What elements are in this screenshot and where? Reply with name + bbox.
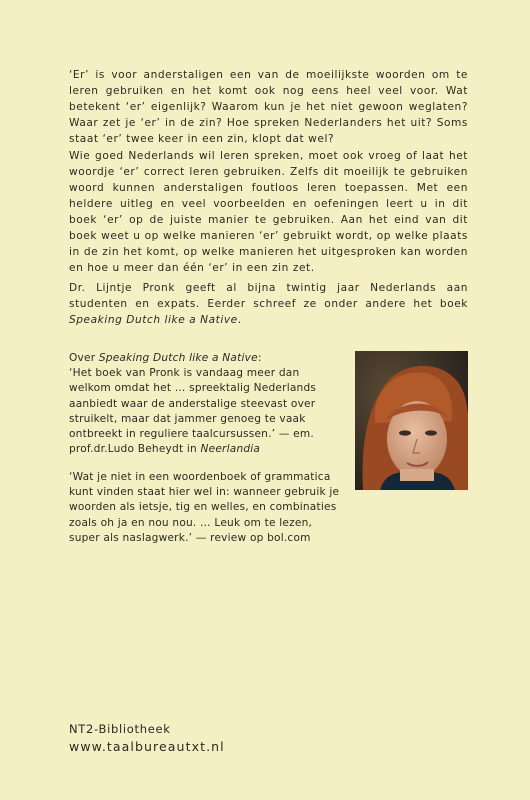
review-1-text: ‘Het boek van Pronk is vandaag meer dan welkom omdat het … spreektalig Nederlands aanbiedt waar de anderstalige steevast over struikelt, maar dat jammer genoeg te vaak ontbreekt in reguliere taalcursussen.’ — em. prof.dr.Ludo Beheydt in [69,367,317,456]
review-1-source: Neerlandia [200,443,261,456]
intro-paragraph-2: Wie goed Nederlands wil leren spreken, moet ook vroeg of laat het woordje ‘er’ correct leren gebruiken. Zelfs dit moeilijk te gebruiken woord kunnen anderstaligen foutloos leren toepassen. Met een heldere uitleg en veel voorbeelden en oefeningen leert u in dit boek ‘er’ op de juiste manier te gebruiken. Aan het eind van dit boek weet u op welke manieren ‘er’ gebruikt wordt, op welke plaats in de zin het komt, op welke manieren het uitgesproken kan worden en hoe u meer dan één ‘er’ in een zin zet. [69,150,468,274]
publisher-url: www.taalbureautxt.nl [69,739,225,754]
author-photo [355,351,468,490]
review-quote-1 [69,351,344,457]
intro-paragraph-1: ‘Er’ is voor anderstaligen een van de moeilijkste woorden om te leren gebruiken en het komt ook nog eens heel veel voor. Wat betekent ‘er’ eigenlijk? Waarom kun je het niet gewoon weglaten? Waar zet je ‘er’ in de zin? Hoe spreken Nederlanders het uit? Soms staat ‘er’ twee keer in een zin, klopt dat wel? [69,69,468,145]
author-bio-text: Dr. Lijntje Pronk geeft al bijna twintig jaar Nederlands aan studenten en expats. Eerder schreef ze onder andere het boek [69,282,468,310]
review-1-lead: Over [69,352,96,364]
review-1-colon: : [257,352,262,364]
author-bio-end: . [237,314,242,326]
series-name: NT2-Bibliotheek [69,722,171,736]
publisher-footer [69,720,225,756]
author-bio [69,280,468,328]
author-portrait-image [355,351,468,490]
previous-book-title: Speaking Dutch like a Native [69,314,238,326]
review-quote-2: ‘Wat je niet in een woordenboek of grammatica kunt vinden staat hier wel in: wanneer gebruik je woorden als ietsje, tig en welles, en combinaties zoals oh ja en nou nou. … Leuk om te lezen, super als naslagwerk.’ — review op bol.com [69,471,340,544]
review-1-book: Speaking Dutch like a Native [98,352,258,364]
